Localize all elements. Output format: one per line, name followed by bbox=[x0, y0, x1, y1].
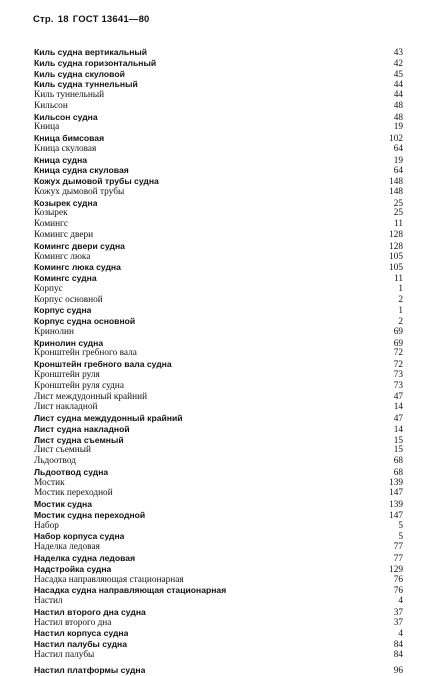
index-page-number: 147 bbox=[389, 510, 403, 521]
index-entry bbox=[34, 359, 403, 370]
index-entry bbox=[34, 219, 403, 230]
index-entry bbox=[34, 295, 403, 306]
index-page-number: 48 bbox=[393, 112, 403, 123]
index-page-number: 37 bbox=[393, 617, 403, 628]
index-term: Набор bbox=[34, 520, 59, 531]
index-entry bbox=[34, 424, 403, 435]
index-term: Кница bbox=[34, 122, 60, 133]
index-entry bbox=[34, 90, 403, 101]
index-entry bbox=[34, 585, 403, 596]
index-page-number: 2 bbox=[398, 294, 403, 305]
index-term: Киль судна скуловой bbox=[34, 68, 125, 79]
index-page-number: 19 bbox=[393, 155, 403, 166]
index-page-number: 5 bbox=[398, 532, 403, 543]
index-term: Льдоотвод bbox=[34, 456, 76, 467]
index-entry bbox=[34, 241, 403, 252]
index-term: Лист судна накладной bbox=[34, 423, 130, 434]
index-entry bbox=[34, 327, 403, 338]
index-entry bbox=[34, 69, 403, 80]
index-page-number: 11 bbox=[394, 219, 403, 230]
index-term: Кильсон bbox=[34, 100, 68, 111]
index-term: Кница бимсовая bbox=[34, 133, 105, 144]
index-page-number: 129 bbox=[389, 564, 403, 575]
index-entry bbox=[34, 445, 403, 456]
index-page-number: 105 bbox=[389, 263, 403, 274]
index-page-number: 5 bbox=[398, 520, 403, 531]
index-entry bbox=[34, 510, 403, 521]
index-term: Кница судна bbox=[34, 154, 88, 165]
index-page-number: 139 bbox=[389, 477, 403, 488]
index-page-number: 14 bbox=[393, 402, 403, 413]
index-term: Кронштейн гребного вала bbox=[34, 348, 137, 359]
index-term: Настил платформы судна bbox=[34, 664, 146, 675]
index-entry bbox=[34, 176, 403, 187]
index-term: Киль судна туннельный bbox=[34, 79, 138, 90]
index-entry bbox=[34, 252, 403, 263]
index-entry bbox=[34, 112, 403, 123]
index-term: Корпус bbox=[34, 283, 63, 294]
index-term: Мостик переходной bbox=[34, 488, 113, 499]
index-page-number: 42 bbox=[393, 58, 403, 69]
index-page-number: 2 bbox=[398, 317, 403, 328]
index-term: Набор корпуса судна bbox=[34, 531, 125, 542]
index-page-number: 128 bbox=[389, 230, 403, 241]
index-term: Кница судна скуловая bbox=[34, 165, 129, 176]
index-page-number: 96 bbox=[393, 665, 403, 676]
index-page-number: 69 bbox=[393, 338, 403, 349]
index-page-number: 102 bbox=[389, 134, 403, 145]
index-page-number: 84 bbox=[393, 640, 403, 651]
index-term: Насадка судна направляющая стационарная bbox=[34, 585, 227, 596]
index-page-number: 4 bbox=[398, 629, 403, 640]
index-term: Корпус основной bbox=[34, 294, 103, 305]
index-entry bbox=[34, 338, 403, 349]
index-page-number: 4 bbox=[398, 596, 403, 607]
index-entry bbox=[34, 413, 403, 424]
index-term: Комингс bbox=[34, 219, 68, 230]
index-term: Кринолин bbox=[34, 326, 74, 337]
index-entry bbox=[34, 381, 403, 392]
index-page-number: 1 bbox=[398, 306, 403, 317]
index-term: Киль судна горизонтальный bbox=[34, 57, 157, 68]
index-entry bbox=[34, 521, 403, 532]
index-page-number: 11 bbox=[394, 274, 403, 285]
index-page-number: 47 bbox=[393, 391, 403, 402]
index-entry bbox=[34, 596, 403, 607]
page-number: 18 bbox=[57, 14, 69, 25]
index-entry bbox=[34, 628, 403, 639]
index-term: Надстройка судна bbox=[34, 563, 112, 574]
index-entry bbox=[34, 488, 403, 499]
index-entry bbox=[34, 273, 403, 284]
index-page-number: 37 bbox=[393, 607, 403, 618]
index-page-number: 15 bbox=[393, 445, 403, 456]
index-entry bbox=[34, 262, 403, 273]
index-page-number: 64 bbox=[393, 166, 403, 177]
index-entry bbox=[34, 665, 403, 676]
index-page-number: 72 bbox=[393, 360, 403, 371]
index-term: Насадка направляющая стационарная bbox=[34, 574, 184, 585]
index-entry bbox=[34, 230, 403, 241]
index-page-number: 68 bbox=[393, 467, 403, 478]
index-entry bbox=[34, 456, 403, 467]
index-term: Лист судна междудонный крайний bbox=[34, 413, 183, 424]
index-page-number: 84 bbox=[393, 649, 403, 660]
index-term: Кронштейн руля судна bbox=[34, 380, 124, 391]
index-term: Лист междудонный крайний bbox=[34, 391, 148, 402]
index-page-number: 43 bbox=[393, 48, 403, 58]
index-term: Киль судна вертикальный bbox=[34, 47, 148, 57]
index-entry bbox=[34, 198, 403, 209]
index-page-number: 14 bbox=[393, 424, 403, 435]
index-term: Настил bbox=[34, 596, 63, 607]
index-entry bbox=[34, 564, 403, 575]
index-term: Кильсон судна bbox=[34, 111, 98, 122]
index-term: Кронштейн руля bbox=[34, 369, 100, 380]
index-term: Мостик судна bbox=[34, 499, 93, 510]
index-page-number: 69 bbox=[393, 326, 403, 337]
index-term: Кожух дымовой трубы судна bbox=[34, 176, 159, 187]
index-entry bbox=[34, 122, 403, 133]
index-entry bbox=[34, 187, 403, 198]
index-page-number: 148 bbox=[389, 177, 403, 188]
term-index-list bbox=[34, 47, 403, 675]
index-term: Лист судна съемный bbox=[34, 434, 124, 445]
index-term: Комингс двери судна bbox=[34, 240, 125, 251]
index-entry bbox=[34, 467, 403, 478]
index-page-number: 148 bbox=[389, 186, 403, 197]
index-entry bbox=[34, 165, 403, 176]
index-term: Настил корпуса судна bbox=[34, 628, 129, 639]
index-entry bbox=[34, 155, 403, 166]
index-page-number: 76 bbox=[393, 586, 403, 597]
index-entry bbox=[34, 435, 403, 446]
index-term: Комингс люка судна bbox=[34, 262, 121, 273]
index-term: Льдоотвод судна bbox=[34, 466, 109, 477]
index-term: Настил второго дна судна bbox=[34, 606, 146, 617]
index-page-number: 44 bbox=[393, 90, 403, 101]
index-term: Наделка судна ледовая bbox=[34, 552, 136, 563]
index-entry bbox=[34, 348, 403, 359]
index-term: Козырек bbox=[34, 208, 68, 219]
index-entry bbox=[34, 370, 403, 381]
index-term: Корпус судна основной bbox=[34, 316, 136, 327]
page-header bbox=[33, 14, 154, 25]
index-page-number: 128 bbox=[389, 241, 403, 252]
index-entry bbox=[34, 575, 403, 586]
index-entry bbox=[34, 618, 403, 629]
index-page-number: 45 bbox=[393, 69, 403, 80]
index-entry bbox=[34, 316, 403, 327]
page-label: Стр. bbox=[33, 14, 54, 25]
standard-designation: ГОСТ 13641—80 bbox=[72, 14, 150, 25]
index-page-number: 105 bbox=[389, 251, 403, 262]
index-entry bbox=[34, 58, 403, 69]
index-term: Лист накладной bbox=[34, 402, 98, 413]
index-term: Комингс двери bbox=[34, 230, 94, 241]
index-entry bbox=[34, 392, 403, 403]
index-page-number: 68 bbox=[393, 456, 403, 467]
index-term: Лист съемный bbox=[34, 445, 91, 456]
index-page-number: 139 bbox=[389, 500, 403, 511]
index-page-number: 73 bbox=[393, 369, 403, 380]
index-page-number: 72 bbox=[393, 348, 403, 359]
index-page-number: 77 bbox=[393, 542, 403, 553]
index-entry bbox=[34, 531, 403, 542]
index-term: Комингс судна bbox=[34, 273, 97, 284]
index-entry bbox=[34, 402, 403, 413]
index-entry bbox=[34, 639, 403, 650]
index-page-number: 47 bbox=[393, 414, 403, 425]
index-term: Кница скуловая bbox=[34, 143, 97, 154]
index-term: Кринолин судна bbox=[34, 337, 104, 348]
index-entry bbox=[34, 478, 403, 489]
index-page-number: 48 bbox=[393, 100, 403, 111]
index-entry bbox=[34, 607, 403, 618]
index-page-number: 73 bbox=[393, 380, 403, 391]
index-entry bbox=[34, 144, 403, 155]
index-entry bbox=[34, 499, 403, 510]
index-term: Настил палубы судна bbox=[34, 639, 128, 650]
index-entry bbox=[34, 208, 403, 219]
index-page-number: 1 bbox=[398, 283, 403, 294]
index-term: Козырек судна bbox=[34, 197, 98, 208]
index-entry bbox=[34, 305, 403, 316]
index-page-number: 64 bbox=[393, 143, 403, 154]
index-entry bbox=[34, 650, 403, 661]
index-page-number: 76 bbox=[393, 574, 403, 585]
index-page-number: 25 bbox=[393, 208, 403, 219]
index-term: Корпус судна bbox=[34, 305, 92, 316]
index-page-number: 15 bbox=[393, 435, 403, 446]
index-entry bbox=[34, 542, 403, 553]
index-term: Наделка ледовая bbox=[34, 542, 100, 553]
index-term: Кронштейн гребного вала судна bbox=[34, 359, 172, 370]
index-term: Кожух дымовой трубы bbox=[34, 186, 125, 197]
index-term: Настил второго дна bbox=[34, 617, 112, 628]
index-page-number: 25 bbox=[393, 198, 403, 209]
index-page-number: 19 bbox=[393, 122, 403, 133]
index-entry bbox=[34, 553, 403, 564]
index-entry bbox=[34, 47, 403, 58]
index-entry bbox=[34, 101, 403, 112]
index-page-number: 44 bbox=[393, 80, 403, 91]
index-term: Мостик bbox=[34, 477, 65, 488]
index-entry bbox=[34, 133, 403, 144]
index-term: Настил палубы bbox=[34, 649, 95, 660]
index-term: Комингс люка bbox=[34, 251, 91, 262]
index-page-number: 77 bbox=[393, 553, 403, 564]
index-term: Киль туннельный bbox=[34, 90, 105, 101]
index-entry bbox=[34, 284, 403, 295]
index-entry bbox=[34, 79, 403, 90]
index-term: Мостик судна переходной bbox=[34, 509, 146, 520]
index-page-number: 147 bbox=[389, 488, 403, 499]
